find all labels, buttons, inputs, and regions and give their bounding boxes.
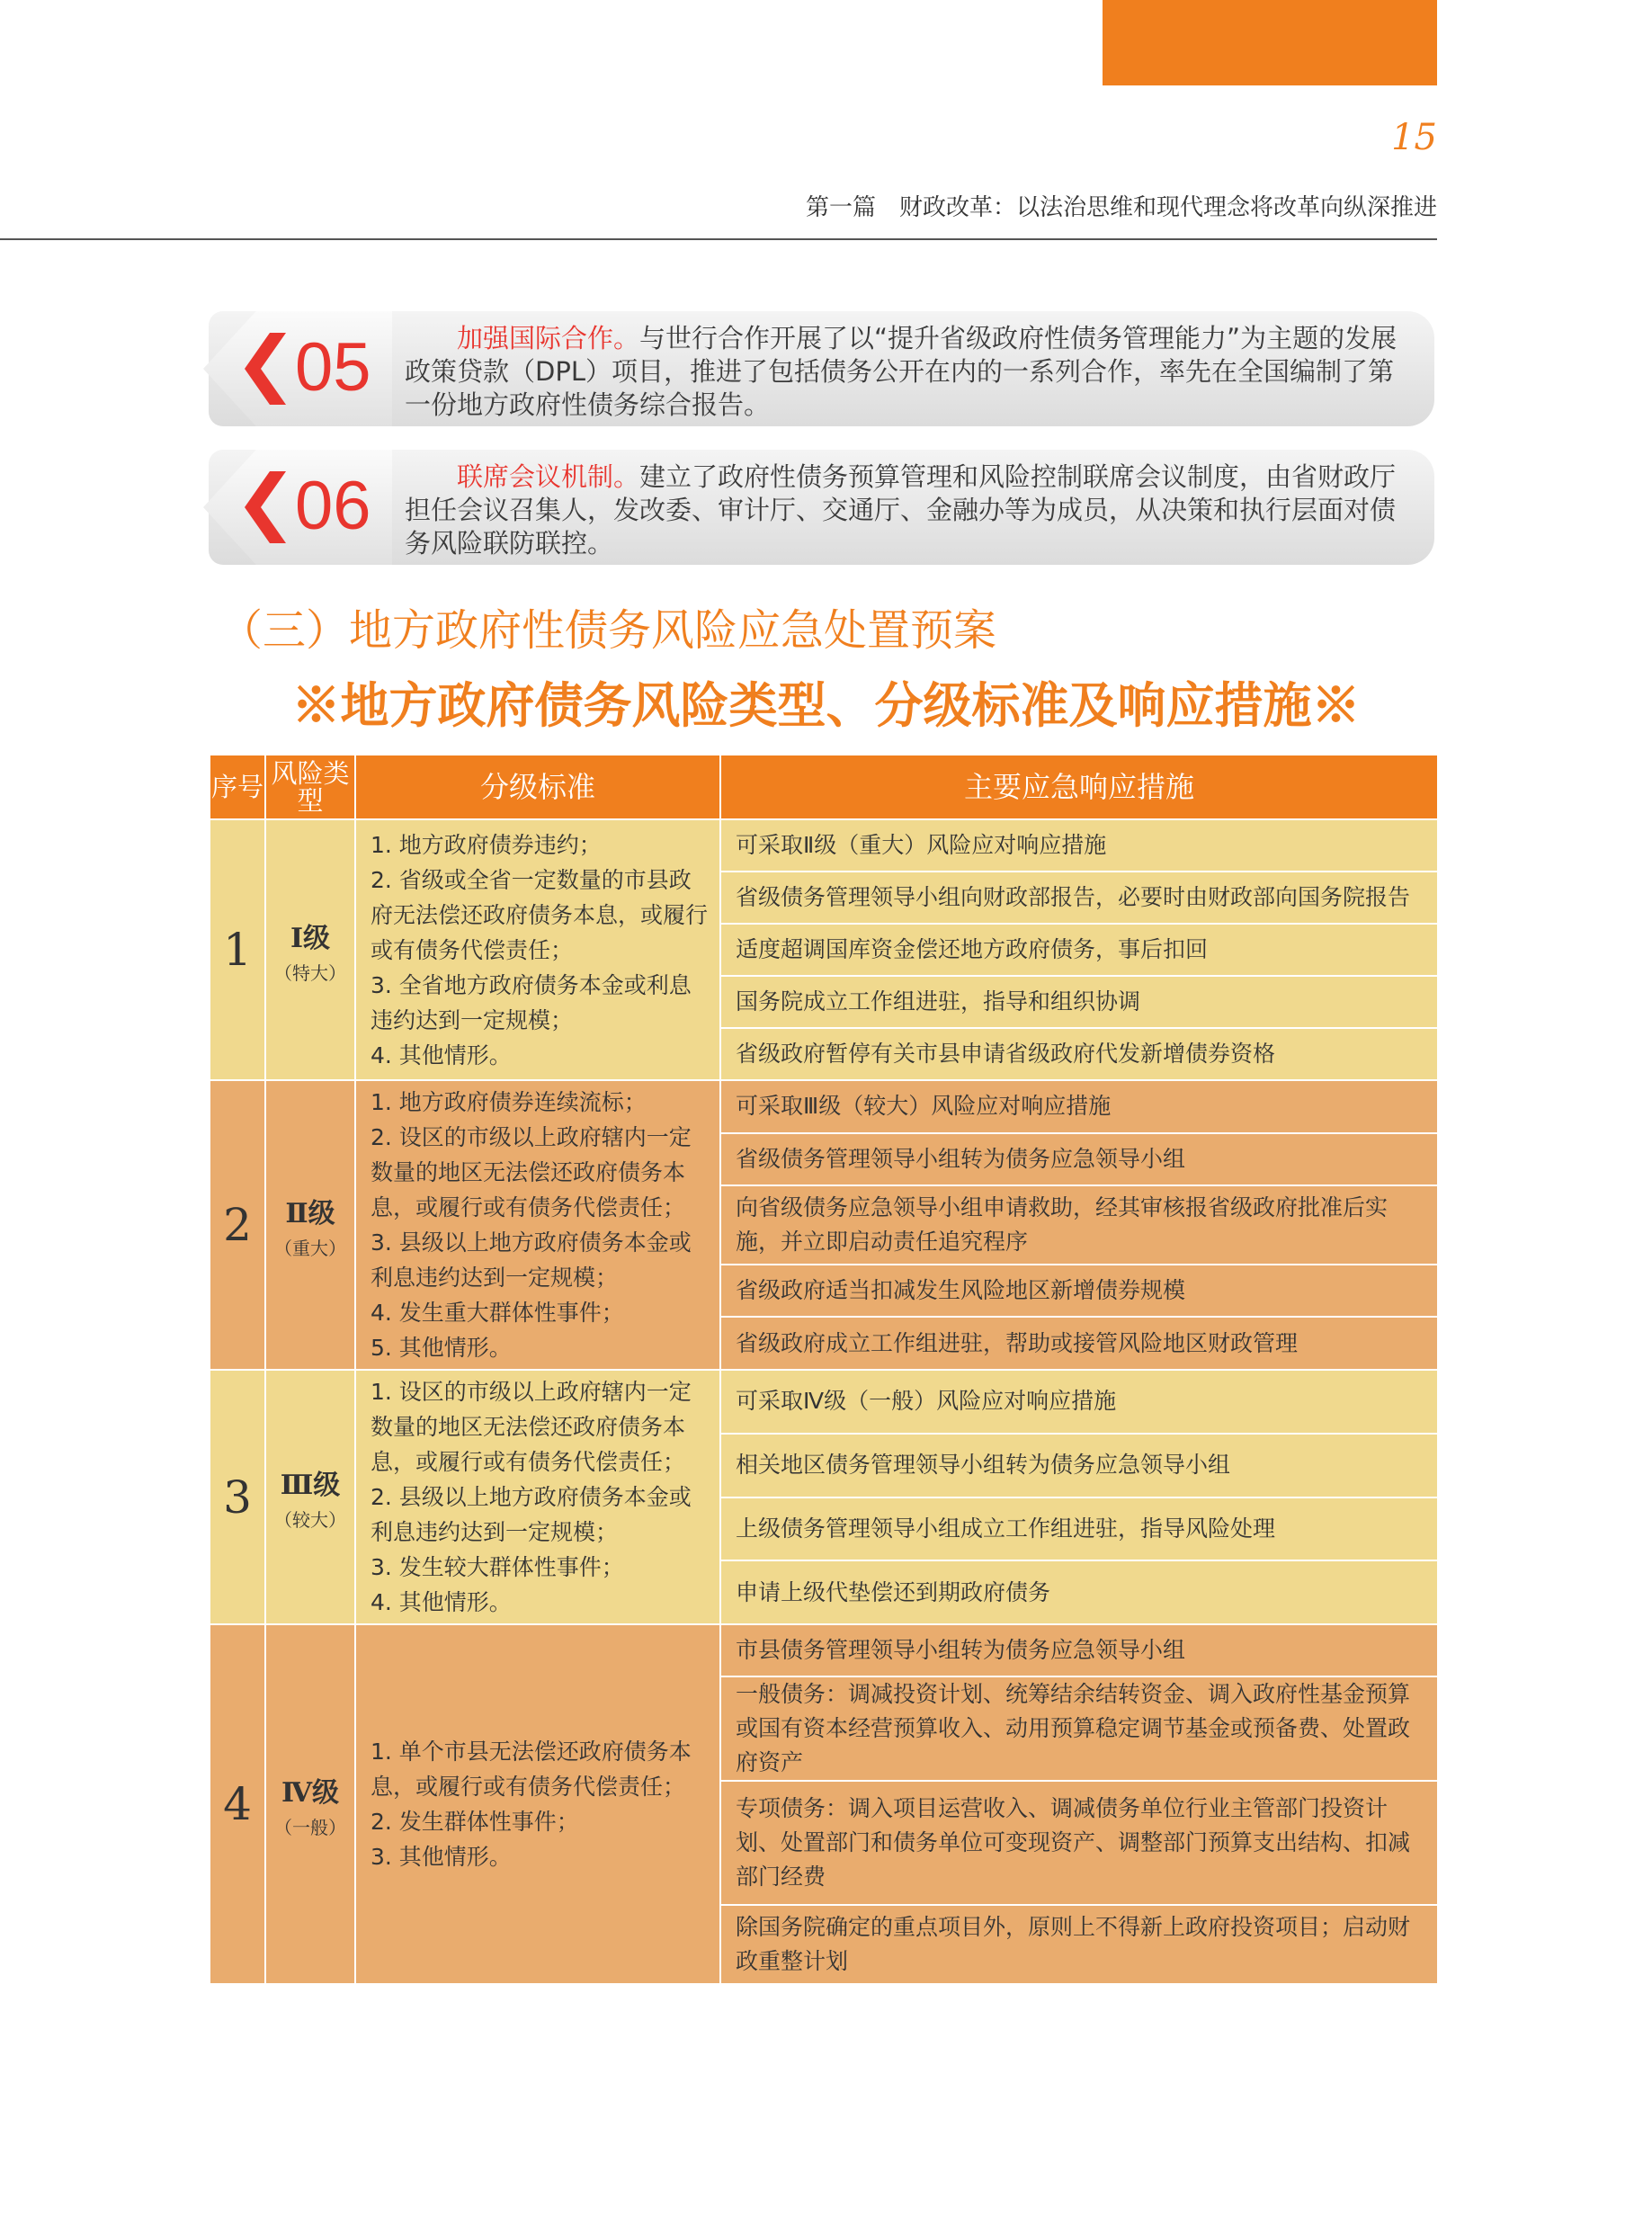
standard-item: 1. 地方政府债券连续流标； (371, 1089, 647, 1115)
measure-item: 申请上级代垫偿还到期政府债务 (720, 1560, 1438, 1624)
running-head: 第一篇 财政改革：以法治思维和现代理念将改革向纵深推进 (805, 194, 1437, 221)
callout-lead: 加强国际合作。 (457, 323, 640, 353)
risk-level-label: Ⅳ级 (281, 1776, 340, 1809)
standard-item: 1. 设区的市级以上政府辖内一定数量的地区无法偿还政府债务本息，或履行或有债务代偿责任； (371, 1379, 692, 1475)
measure-item: 向省级债务应急领导小组申请救助，经其审核报省级政府批准后实施，并立即启动责任追究程序 (720, 1185, 1438, 1264)
risk-level-label: Ⅱ级 (285, 1197, 335, 1229)
measure-item: 可采取Ⅲ级（较大）风险应对响应措施 (720, 1080, 1438, 1133)
measure-item: 省级债务管理领导小组转为债务应急领导小组 (720, 1133, 1438, 1186)
row-risk-level (265, 1624, 355, 1984)
table-title: ※地方政府债务风险类型、分级标准及响应措施※ (291, 676, 1361, 734)
row-standards (355, 1080, 720, 1370)
table-row (210, 1080, 1438, 1133)
header-seq: 序号 (210, 755, 265, 819)
measure-item: 相关地区债务管理领导小组转为债务应急领导小组 (720, 1434, 1438, 1497)
risk-level-sub: （重大） (274, 1237, 346, 1259)
measure-item: 国务院成立工作组进驻，指导和组织协调 (720, 976, 1438, 1028)
row-seq: 4 (210, 1624, 265, 1984)
row-risk-level (265, 1080, 355, 1370)
row-seq: 3 (210, 1370, 265, 1624)
table-row (210, 1370, 1438, 1434)
measure-item: 可采取Ⅳ级（一般）风险应对响应措施 (720, 1370, 1438, 1434)
standard-item: 3. 其他情形。 (371, 1844, 512, 1870)
row-risk-level (265, 819, 355, 1080)
header-risk-type: 风险类型 (265, 755, 355, 819)
standard-item: 3. 全省地方政府债务本金或利息违约达到一定规模； (371, 971, 692, 1033)
header-standard: 分级标准 (355, 755, 720, 819)
standard-item: 1. 地方政府债券违约； (371, 831, 602, 858)
standard-item: 3. 县级以上地方政府债务本金或利息违约达到一定规模； (371, 1229, 692, 1291)
chevron-left-icon (241, 333, 288, 405)
callout-body: 与世行合作开展了以“提升省级政府性债务管理能力”为主题的发展政策贷款（DPL）项目，推进了包括债务公开在内的一系列合作，率先在全国编制了第一份地方政府性债务综合报告。 (405, 323, 1398, 420)
standard-item: 2. 发生群体性事件； (371, 1809, 579, 1835)
row-seq: 2 (210, 1080, 265, 1370)
callout-06 (209, 450, 1434, 565)
standard-item: 4. 其他情形。 (371, 1589, 512, 1615)
row-seq: 1 (210, 819, 265, 1080)
row-standards (355, 1370, 720, 1624)
measure-item: 适度超调国库资金偿还地方政府债务，事后扣回 (720, 924, 1438, 976)
callout-05 (209, 311, 1434, 426)
callout-text (405, 460, 1412, 560)
standard-item: 3. 发生较大群体性事件； (371, 1554, 624, 1580)
page-number: 15 (1391, 117, 1437, 158)
row-standards (355, 819, 720, 1080)
row-risk-level (265, 1370, 355, 1624)
standard-item: 2. 县级以上地方政府债务本金或利息违约达到一定规模； (371, 1484, 692, 1545)
standard-item: 2. 设区的市级以上政府辖内一定数量的地区无法偿还政府债务本息，或履行或有债务代偿责任； (371, 1124, 692, 1220)
risk-level-sub: （一般） (274, 1816, 346, 1838)
callout-number: 05 (295, 329, 371, 406)
table-row (210, 1624, 1438, 1676)
measure-item: 一般债务：调减投资计划、统筹结余结转资金、调入政府性基金预算或国有资本经营预算收入、动用预算稳定调节基金或预备费、处置政府资产 (720, 1676, 1438, 1781)
standard-item: 2. 省级或全省一定数量的市县政府无法偿还政府债务本息，或履行或有债务代偿责任； (371, 866, 709, 963)
orange-corner-tab (1103, 0, 1437, 85)
standard-item: 4. 发生重大群体性事件； (371, 1300, 624, 1326)
measure-item: 市县债务管理领导小组转为债务应急领导小组 (720, 1624, 1438, 1676)
risk-level-sub: （特大） (274, 961, 346, 984)
risk-level-sub: （较大） (274, 1509, 346, 1531)
table-row (210, 819, 1438, 872)
standard-item: 5. 其他情形。 (371, 1335, 512, 1361)
table-header-row (210, 755, 1438, 819)
risk-table (209, 754, 1439, 1985)
header-measures: 主要应急响应措施 (720, 755, 1438, 819)
measure-item: 除国务院确定的重点项目外，原则上不得新上政府投资项目；启动财政重整计划 (720, 1905, 1438, 1984)
callout-number: 06 (295, 468, 371, 544)
standard-item: 1. 单个市县无法偿还政府债务本息，或履行或有债务代偿责任； (371, 1739, 692, 1800)
callout-text (405, 322, 1412, 422)
callout-lead: 联席会议机制。 (457, 461, 640, 492)
measure-item: 上级债务管理领导小组成立工作组进驻，指导风险处理 (720, 1497, 1438, 1561)
section-title: （三）地方政府性债务风险应急处置预案 (219, 605, 997, 656)
measure-item: 省级债务管理领导小组向财政部报告，必要时由财政部向国务院报告 (720, 872, 1438, 924)
measure-item: 专项债务：调入项目运营收入、调减债务单位行业主管部门投资计划、处置部门和债务单位可变现资产、调整部门预算支出结构、扣减部门经费 (720, 1781, 1438, 1905)
callout-body: 建立了政府性债务预算管理和风险控制联席会议制度，由省财政厅担任会议召集人，发改委、审计厅、交通厅、金融办等为成员，从决策和执行层面对债务风险联防联控。 (405, 461, 1397, 559)
row-standards (355, 1624, 720, 1984)
risk-level-label: Ⅰ级 (290, 922, 331, 954)
header-rule (0, 238, 1437, 240)
chevron-left-icon (241, 471, 288, 543)
measure-item: 省级政府成立工作组进驻，帮助或接管风险地区财政管理 (720, 1317, 1438, 1370)
measure-item: 可采取Ⅱ级（重大）风险应对响应措施 (720, 819, 1438, 872)
risk-level-label: Ⅲ级 (280, 1470, 341, 1501)
measure-item: 省级政府适当扣减发生风险地区新增债券规模 (720, 1265, 1438, 1318)
measure-item: 省级政府暂停有关市县申请省级政府代发新增债券资格 (720, 1028, 1438, 1080)
standard-item: 4. 其他情形。 (371, 1041, 512, 1068)
